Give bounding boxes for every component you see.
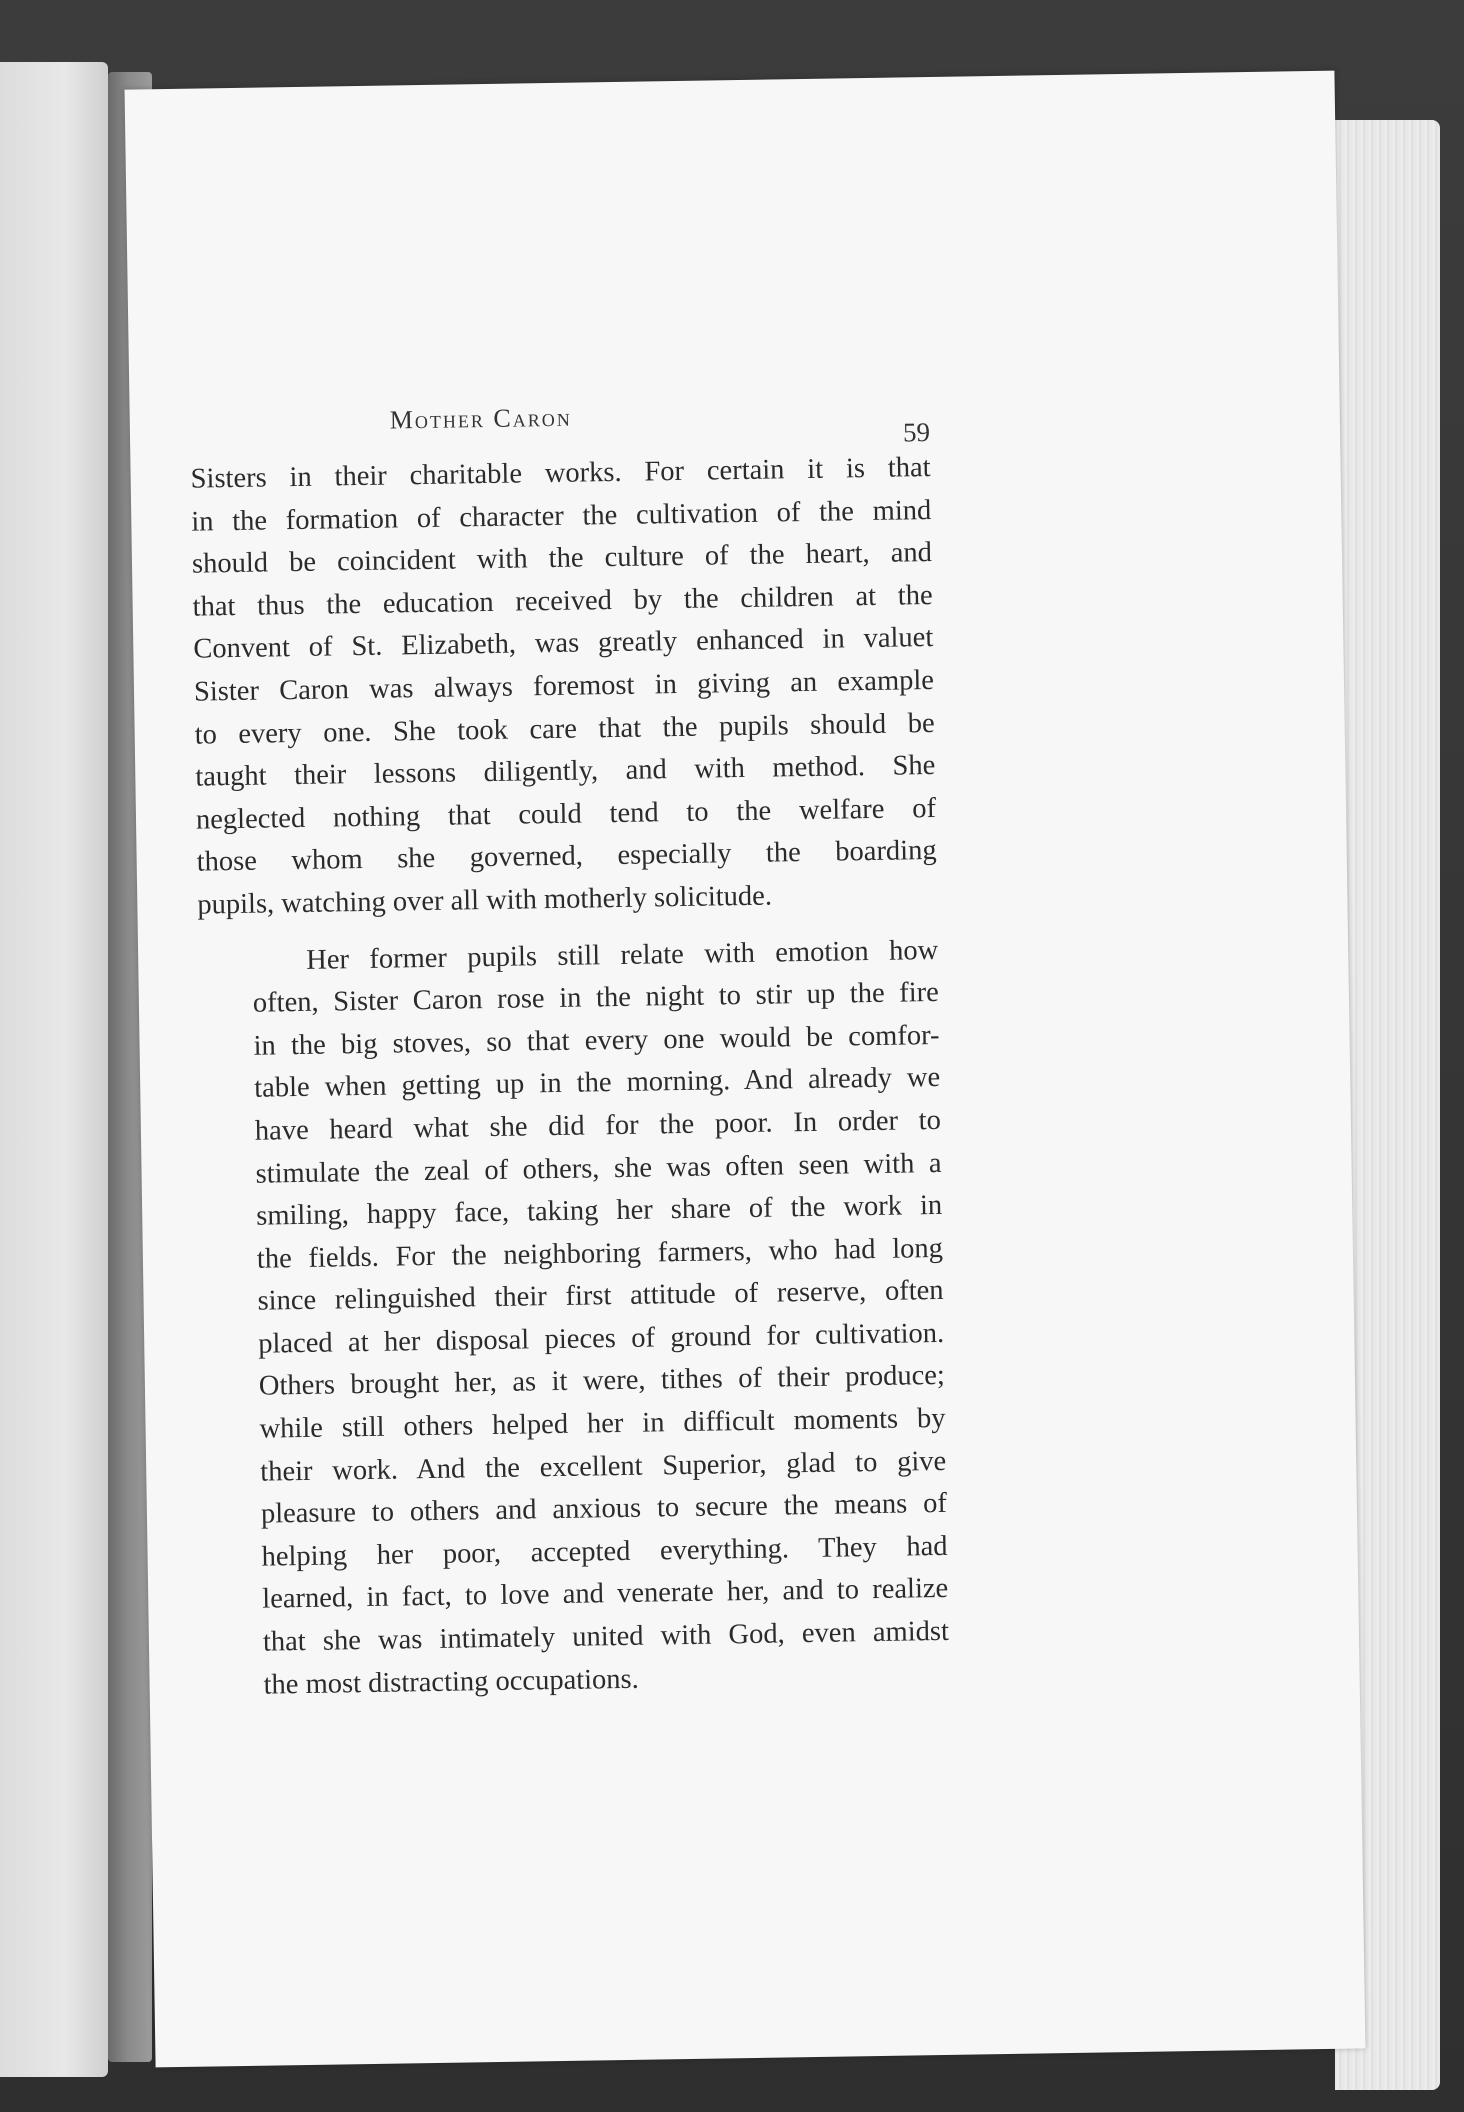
text-line: placed at her disposal pieces of ground for cultivation. [258,1317,945,1360]
text-line: Convent of St. Elizabeth, was greatly enhanced in valuet [193,622,934,665]
text-line: the fields. For the neighboring farmers, who had long [256,1232,944,1275]
paragraph-1 [190,447,937,927]
text-line: the most distracting occupations. [263,1663,639,1701]
text-line: Her former pupils still relate with emotion how [305,934,939,976]
book-page [125,71,1366,2068]
text-line: learned, in fact, to love and venerate her, and to realize [262,1573,949,1616]
text-line: neglected nothing that could tend to the welfare of [195,792,937,836]
text-line: taught their lessons diligently, and with method. She [195,750,936,793]
text-line: helping her poor, accepted everything. They had [261,1530,948,1573]
text-line: table when getting up in the morning. And already we [254,1062,941,1105]
text-line: Sister Caron was always foremost in giving an example [193,664,935,708]
paragraph-2 [198,929,950,1707]
text-line: since relinguished their first attitude of reserve, often [257,1275,944,1317]
text-line: smiling, happy face, taking her share of the work in [256,1190,943,1232]
text-line: in the formation of character the cultivation of the mind [191,494,932,538]
page-content [189,387,949,1708]
text-line: their work. And the excellent Superior, glad to give [260,1445,947,1488]
previous-page-edge [0,62,108,2077]
text-line: Others brought her, as it were, tithes of their produce; [258,1360,946,1403]
text-line: often, Sister Caron rose in the night to stir up the fire [252,977,940,1019]
text-line: in the big stoves, so that every one would be comfor- [253,1019,940,1062]
text-line: to every one. She took care that the pupils should be [194,707,935,751]
text-line: that thus the education received by the children at the [192,579,933,623]
text-line: have heard what she did for the poor. In order to [254,1104,942,1147]
text-line: while still others helped her in difficult moments by [259,1402,946,1445]
text-line: stimulate the zeal of others, she was often seen with a [255,1147,942,1190]
text-line: pleasure to others and anxious to secure the means of [260,1488,948,1530]
running-head [189,387,930,459]
text-line: Sisters in their charitable works. For certain it is that [190,452,931,495]
running-title: Mother Caron [389,402,572,435]
text-line: those whom she governed, especially the boarding [196,835,937,878]
text-line: that she was intimately united with God, even amidst [262,1615,950,1658]
page-number: 59 [902,417,931,448]
text-line: should be coincident with the culture of the heart, and [191,537,933,580]
text-line: pupils, watching over all with motherly solicitude. [197,880,773,921]
